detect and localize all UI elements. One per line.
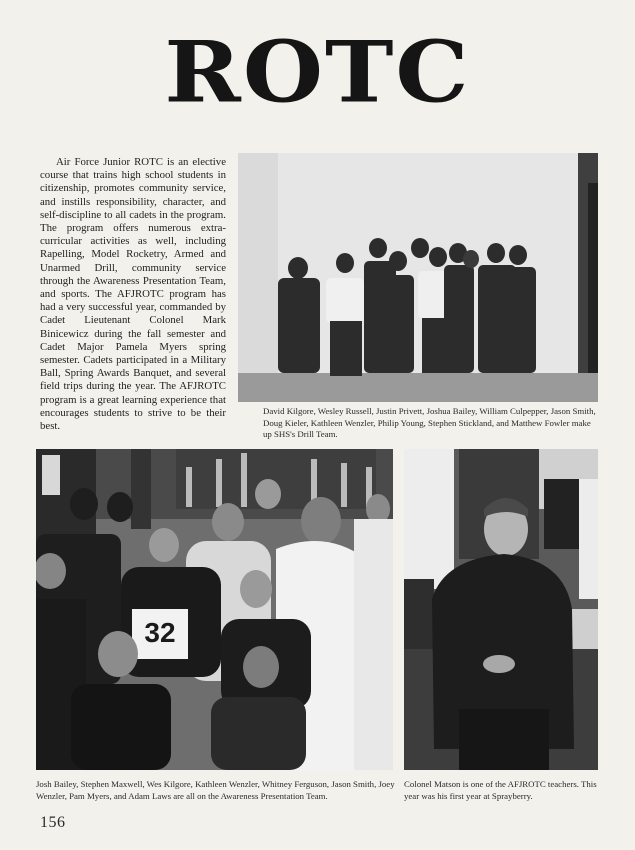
- presentation-team-caption: Josh Bailey, Stephen Maxwell, Wes Kilgore, Kathleen Wenzler, Whitney Ferguson, Jason Smith, Joey Wenzler, Pam Myers, and Adam Laws are all on the Awareness Presentation Team.: [36, 779, 395, 801]
- presentation-team-photo: [36, 449, 393, 770]
- colonel-matson-caption: Colonel Matson is one of the AFJROTC teachers. This year was his first year at Sprayberry.: [404, 779, 597, 801]
- drill-team-caption: David Kilgore, Wesley Russell, Justin Privett, Joshua Bailey, William Culpepper, Jason Smith, Doug Kieler, Kathleen Wenzler, Philip Young, Stephen Stickland, and Matthew Fowler make up SHS's Drill Team.: [263, 406, 596, 439]
- page-title: ROTC: [164, 22, 471, 122]
- drill-team-photo: [238, 153, 598, 402]
- article-body: Air Force Junior ROTC is an elective course that trains high school students in citizenship, promotes community service, and instills responsibility, character, and self-discipline to all cadets in the program. The program offers numerous extra-curricular activities as well, including Rapelling, Model Rocketry, Armed and Unarmed Drill, community service through the Awareness Presentation Team, and sports. The AFJROTC program has had a very successful year, commanded by Cadet Lieutenant Colonel Mark Binicewicz during the fall semester and Cadet Major Pamela Myers spring semester. Cadets participated in a Military Ball, Spring Awards Banquet, and several field trips during the year. The AFJROTC program is a great learning experience that encourages students to strive to be their best.: [40, 156, 226, 433]
- page-number: 156: [40, 814, 66, 831]
- jersey-number: 32: [144, 617, 176, 648]
- colonel-matson-photo: [404, 449, 598, 770]
